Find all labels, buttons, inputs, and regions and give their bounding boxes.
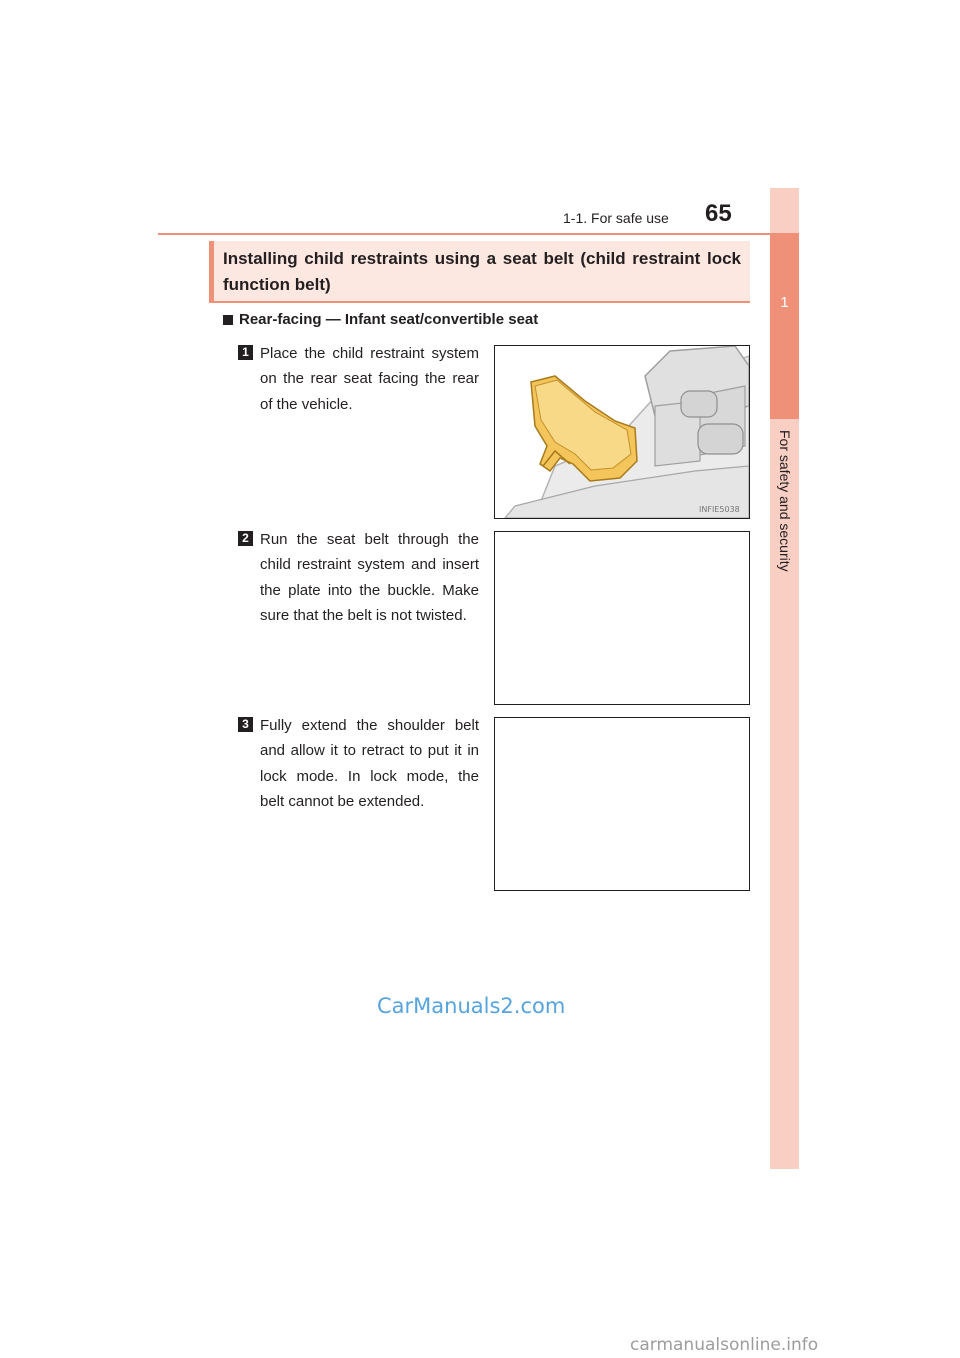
section-title-accent [209,241,214,303]
child-seat-rear-seat-illustration [495,346,749,518]
section-label: 1-1. For safe use [563,210,669,226]
step-1-illustration [494,345,750,519]
chapter-number-block [770,233,799,419]
step-1-text: Place the child restraint system on the rear seat facing the rear of the vehicle. [260,345,479,413]
step-2-illustration-placeholder [494,531,750,705]
step-2-badge: 2 [238,531,253,546]
chapter-number: 1 [780,294,789,311]
step-3-text: Fully extend the shoulder belt and allow it to retract to put it in lock mode. In lock mode, the belt cannot be extended. [260,717,479,811]
header-rule [158,233,799,235]
square-bullet-icon [223,315,233,325]
step-2-text: Run the seat belt through the child restraint system and insert the plate into the buckle. Make sure that the belt is not twisted. [260,531,479,625]
subheading [223,311,538,328]
chapter-title: For safety and security [777,430,793,572]
step-1-badge: 1 [238,345,253,360]
illustration-code: INFIE5038 [699,505,740,514]
center-watermark: CarManuals2.com [377,994,566,1018]
subheading-text: Rear-facing — Infant seat/convertible seat [239,311,539,328]
step-3-badge: 3 [238,717,253,732]
page-number: 65 [705,200,732,227]
section-title: Installing child restraints using a seat belt (child restraint lock function belt) [223,249,741,294]
footer-watermark: carmanualsonline.info [630,1335,819,1355]
step-3-illustration-placeholder [494,717,750,891]
